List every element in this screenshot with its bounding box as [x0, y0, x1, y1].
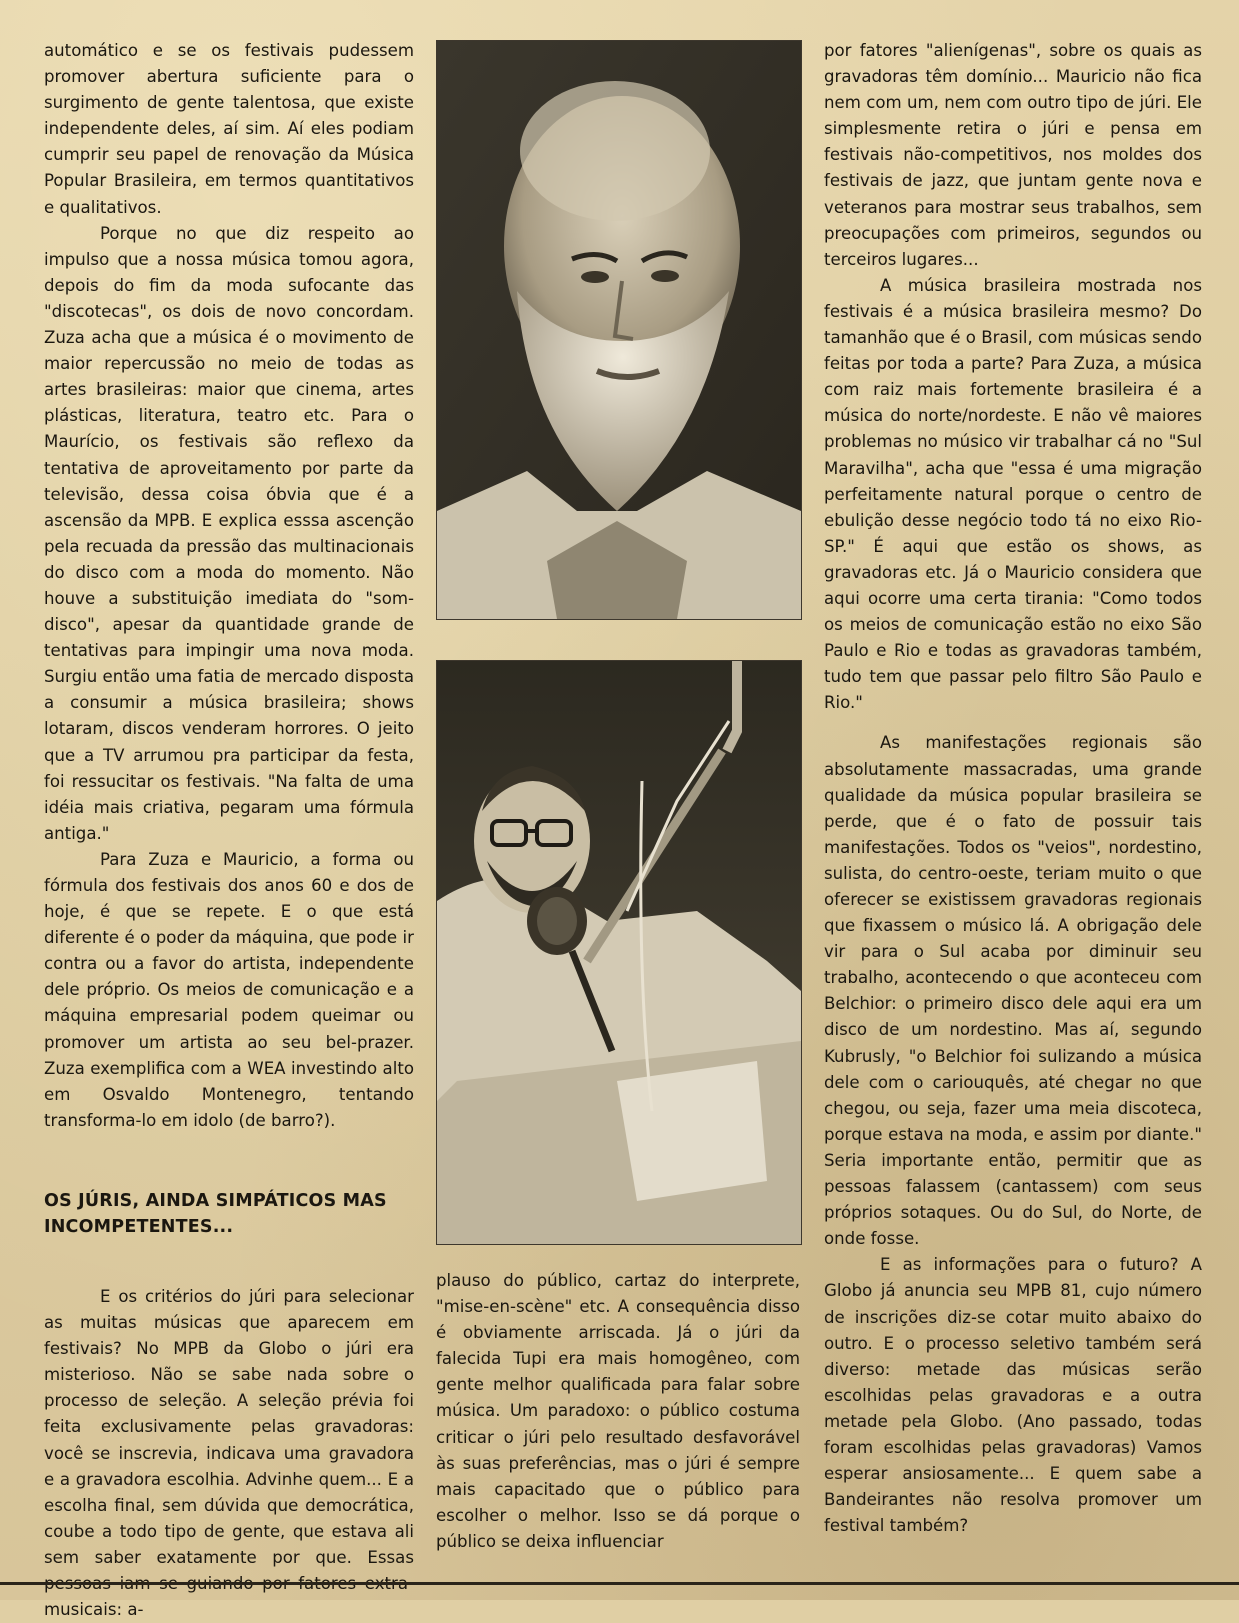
photo-man-at-microphone	[436, 660, 802, 1245]
paragraph: automático e se os festivais pudessem promover abertura suficiente para o surgimento de gente talentosa, que existe independente deles, aí sim. Aí eles podiam cumprir seu papel de renovação da Música Popular Brasileira, em termos quantitativos e qualitativos.	[44, 41, 414, 217]
paragraph: plauso do público, cartaz do interprete, "mise-en-scène" etc. A consequência disso é obviamente arriscada. Já o júri da falecida Tupi era mais homogêneo, com gente melhor qualificada para falar sobre música. Um paradoxo: o público costuma criticar o júri pelo resultado desfavorável às suas preferências, mas o júri é sempre mais capacitado que o público para escolher o melhor. Isso se dá porque o público se deixa influenciar	[436, 1271, 800, 1551]
page-bottom-rule	[0, 1582, 1239, 1585]
article-column-right	[824, 38, 1202, 1539]
paragraph: As manifestações regionais são absolutamente massacradas, uma grande qualidade da música popular brasileira se perde, que é o fato de possuir tais manifestações. Todos os "veios", nordestino, sulista, do centro-oeste, teriam muito o que oferecer se existissem gravadoras regionais que fixassem o músico lá. A obrigação dele vir para o Sul acaba por diminuir seu trabalho, acontecendo o que aconteceu com Belchior: o primeiro disco dele aqui era um disco de um nordestino. Mas aí, segundo Kubrusly, "o Belchior foi sulizando a música dele com o cariouquês, até chegar no que chegou, ou seja, fazer uma meia discoteca, porque estava na moda, e assim por diante." Seria importante então, permitir que as pessoas falassem (cantassem) com seus próprios sotaques. Ou do Sul, do Norte, de onde fosse.	[824, 733, 1202, 1249]
portrait-photo-bearded-man	[436, 40, 802, 620]
article-column-middle	[436, 1268, 800, 1555]
radio-photo-image	[437, 661, 801, 1244]
paragraph: A música brasileira mostrada nos festivais é a música brasileira mesmo? Do tamanhão que é o Brasil, com músicas sendo feitas por toda a parte? Para Zuza, a música com raiz mais fortemente brasileira é a música do norte/nordeste. E não vê maiores problemas no músico vir trabalhar cá no "Sul Maravilha", acha que "essa é uma migração perfeitamente natural porque o centro de ebulição desse negócio todo tá no eixo Rio-SP." É aqui que estão os shows, as gravadoras etc. Já o Mauricio considera que aqui ocorre uma certa tirania: "Como todos os meios de comunicação estão no eixo São Paulo e Rio e todas as gravadoras também, tudo tem que passar pelo filtro São Paulo e Rio."	[824, 275, 1202, 713]
portrait-photo-image	[437, 41, 801, 619]
section-heading: OS JÚRIS, AINDA SIMPÁTICOS MAS INCOMPETENTES...	[44, 1190, 387, 1237]
paragraph: Porque no que diz respeito ao impulso que a nossa música tomou agora, depois do fim da moda sufocante das "discotecas", os dois de novo concordam. Zuza acha que a música é o movimento de maior repercussão no meio de todas as artes brasileiras: maior que cinema, artes plásticas, literatura, teatro etc. Para o Maurício, os festivais são reflexo da tentativa de aproveitamento por parte da televisão, dessa coisa óbvia que é a ascensão da MPB. E explica esssa ascenção pela recuada da pressão das multinacionais do disco com a moda do momento. Não houve a substituição imediata do "som-disco", apesar da quantidade grande de tentativas para impingir uma nova moda. Surgiu então uma fatia de mercado disposta a consumir a música brasileira; shows lotaram, discos venderam horrores. O jeito que a TV arrumou pra participar da festa, foi ressucitar os festivais. "Na falta de uma idéia mais criativa, pegaram uma fórmula antiga."	[44, 223, 414, 843]
paragraph: Para Zuza e Mauricio, a forma ou fórmula dos festivais dos anos 60 e dos de hoje, é que se repete. E o que está diferente é o poder da máquina, que pode ir contra ou a favor do artista, independente dele próprio. Os meios de comunicação e a máquina empresarial podem queimar ou promover um artista ao seu bel-prazer. Zuza exemplifica com a WEA investindo alto em Osvaldo Montenegro, tentando transforma-lo em idolo (de barro?).	[44, 849, 414, 1130]
paragraph: E as informações para o futuro? A Globo já anuncia seu MPB 81, cujo número de inscrições diz-se cotar muito abaixo do outro. E o processo seletivo também será diverso: metade das músicas serão escolhidas pelas gravadoras e a outra metade pela Globo. (Ano passado, todas foram escolhidas pelas gravadoras) Vamos esperar ansiosamente... E quem sabe a Bandeirantes não resolva promover um festival também?	[824, 1255, 1202, 1536]
article-column-left	[44, 38, 414, 1623]
paragraph: por fatores "alienígenas", sobre os quais as gravadoras têm domínio... Mauricio não fica nem com um, nem com outro tipo de júri. Ele simplesmente retira o júri e pensa em festivais não-competitivos, nos moldes dos festivais de jazz, que juntam gente nova e veteranos para mostrar seus trabalhos, sem preocupações com primeiros, segundos ou terceiros lugares...	[824, 41, 1202, 269]
paragraph: E os critérios do júri para selecionar as muitas músicas que aparecem em festivais? No MPB da Globo o júri era misterioso. Não se sabe nada sobre o processo de seleção. A seleção prévia foi feita exclusivamente pelas gravadoras: você se inscrevia, indicava uma gravadora e a gravadora escolhia. Advinhe quem... E a escolha final, sem dúvida que democrática, coube a todo tipo de gente, que estava ali sem saber exatamente por que. Essas musicais: a-	[44, 1286, 414, 1620]
